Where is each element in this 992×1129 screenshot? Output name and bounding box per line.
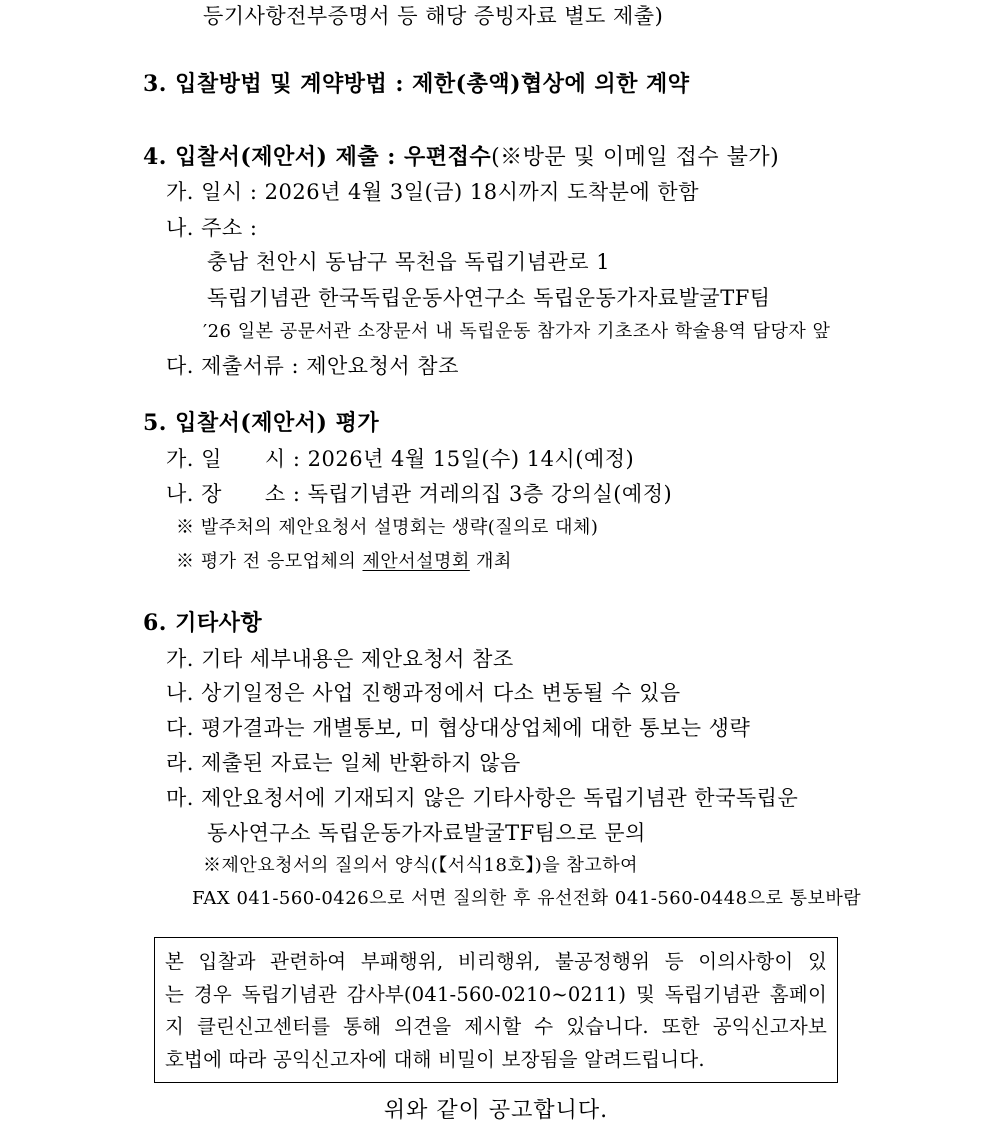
section-6-item-ma-line-1: 마. 제안요청서에 기재되지 않은 기타사항은 독립기념관 한국독립운	[166, 786, 799, 810]
section-5-item-date: 가. 일 시 : 2026년 4월 15일(수) 14시(예정)	[166, 447, 635, 471]
section-6-note-line-1: ※제안요청서의 질의서 양식(【서식18호】)을 참고하여	[203, 855, 638, 876]
section-6-item-na: 나. 상기일정은 사업 진행과정에서 다소 변동될 수 있음	[166, 681, 681, 705]
closing-statement: 위와 같이 공고합니다.	[383, 1098, 609, 1123]
section-4-heading	[143, 143, 779, 172]
section-6-item-ma-line-2: 동사연구소 독립운동가자료발굴TF팀으로 문의	[207, 821, 646, 845]
section-6-item-ra: 라. 제출된 자료는 일체 반환하지 않음	[166, 751, 521, 775]
proposal-briefing-underlined: 제안서설명회	[362, 551, 470, 572]
section-6-item-da: 다. 평가결과는 개별통보, 미 협상대상업체에 대한 통보는 생략	[166, 716, 751, 740]
anti-corruption-notice-box	[154, 937, 838, 1083]
notice-line-3: 지 클린신고센터를 통해 의견을 제시할 수 있습니다. 또한 공익신고자보	[165, 1015, 827, 1038]
section-5-note-2-suffix: 개최	[469, 551, 512, 572]
section-3-heading: 3. 입찰방법 및 계약방법 : 제한(총액)협상에 의한 계약	[143, 71, 690, 97]
section-5-note-2	[176, 548, 512, 576]
section-6-item-ga: 가. 기타 세부내용은 제안요청서 참조	[166, 647, 514, 671]
section-4-heading-note: (※방문 및 이메일 접수 불가)	[491, 145, 780, 170]
section-5-note-1: ※ 발주처의 제안요청서 설명회는 생략(질의로 대체)	[176, 517, 599, 538]
top-continuation-text: 등기사항전부증명서 등 해당 증빙자료 별도 제출)	[203, 4, 664, 28]
address-line-2: 독립기념관 한국독립운동사연구소 독립운동가자료발굴TF팀	[207, 286, 771, 310]
section-5-heading: 5. 입찰서(제안서) 평가	[143, 410, 380, 436]
section-5-item-place: 나. 장 소 : 독립기념관 겨레의집 3층 강의실(예정)	[166, 482, 673, 506]
section-4-heading-text: 4. 입찰서(제안서) 제출 : 우편접수	[143, 144, 492, 170]
section-4-item-documents: 다. 제출서류 : 제안요청서 참조	[166, 354, 459, 378]
section-4-item-schedule: 가. 일시 : 2026년 4월 3일(금) 18시까지 도착분에 한함	[166, 180, 699, 204]
address-line-3: ′26 일본 공문서관 소장문서 내 독립운동 참가자 기초조사 학술용역 담당자 앞	[203, 321, 831, 342]
section-6-heading: 6. 기타사항	[143, 610, 263, 636]
section-4-item-address-label: 나. 주소 :	[166, 216, 258, 240]
section-5-note-2-prefix: ※ 평가 전 응모업체의	[176, 551, 363, 572]
address-line-1: 충남 천안시 동남구 목천읍 독립기념관로 1	[207, 250, 611, 274]
notice-line-1: 본 입찰과 관련하여 부패행위, 비리행위, 불공정행위 등 이의사항이 있	[165, 950, 827, 973]
notice-line-4: 호법에 따라 공익신고자에 대해 비밀이 보장됨을 알려드립니다.	[165, 1047, 705, 1071]
notice-line-2: 는 경우 독립기념관 감사부(041-560-0210∼0211) 및 독립기념관 홈페이	[165, 982, 827, 1006]
section-6-note-line-2: FAX 041-560-0426으로 서면 질의한 후 유선전화 041-560-0448으로 통보바람	[192, 888, 862, 909]
